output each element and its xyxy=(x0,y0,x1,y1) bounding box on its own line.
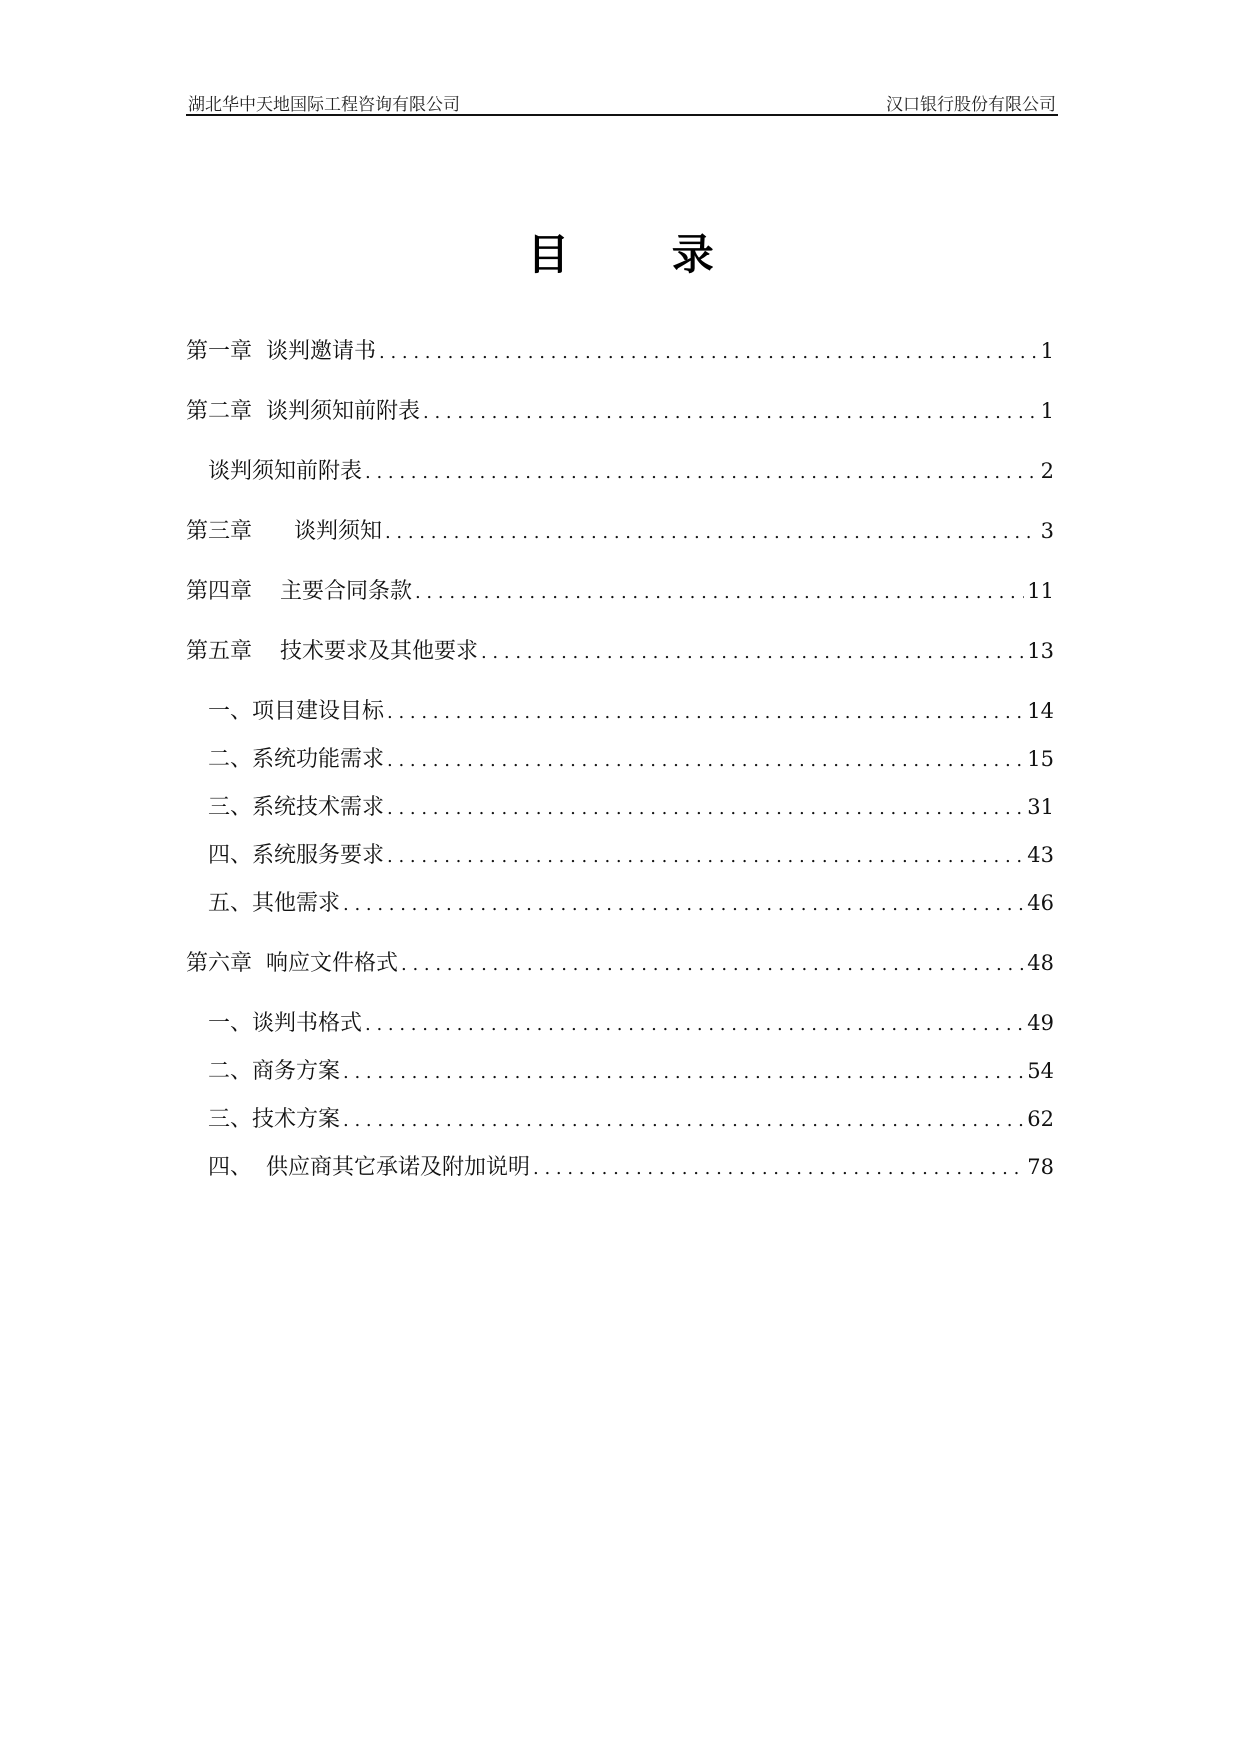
toc-entry-6-2[interactable] xyxy=(208,1056,1054,1086)
toc-leader-dots xyxy=(387,698,1024,728)
toc-page-number: 48 xyxy=(1027,951,1054,975)
toc-leader-dots xyxy=(343,890,1024,920)
toc-leader-dots xyxy=(343,1058,1024,1088)
toc-page-number: 46 xyxy=(1027,891,1054,915)
toc-page-number: 11 xyxy=(1027,579,1054,603)
toc-entry-chapter-1[interactable] xyxy=(186,336,1054,366)
toc-entry-5-5[interactable] xyxy=(208,888,1054,918)
header-right-company: 汉口银行股份有限公司 xyxy=(886,95,1056,115)
toc-leader-dots xyxy=(533,1154,1024,1184)
toc-entry-chapter-2-table[interactable] xyxy=(208,456,1054,486)
toc-page-number: 13 xyxy=(1027,639,1054,663)
toc-page-number: 62 xyxy=(1027,1107,1054,1131)
toc-entry-5-1[interactable] xyxy=(208,696,1054,726)
toc-entry-5-2[interactable] xyxy=(208,744,1054,774)
toc-leader-dots xyxy=(385,518,1038,548)
toc-entry-label: 二、系统功能需求 xyxy=(208,747,385,772)
toc-page-number: 3 xyxy=(1040,519,1054,543)
table-of-contents xyxy=(186,0,1056,1754)
toc-leader-dots xyxy=(415,578,1024,608)
toc-page-number: 78 xyxy=(1027,1155,1054,1179)
toc-leader-dots xyxy=(365,1010,1024,1040)
toc-entry-label: 三、技术方案 xyxy=(208,1107,341,1132)
toc-entry-chapter-6[interactable] xyxy=(186,948,1054,978)
toc-entry-label: 二、商务方案 xyxy=(208,1059,341,1084)
toc-entry-6-1[interactable] xyxy=(208,1008,1054,1038)
toc-leader-dots xyxy=(481,638,1024,668)
toc-entry-chapter-2[interactable] xyxy=(186,396,1054,426)
toc-leader-dots xyxy=(343,1106,1024,1136)
toc-leader-dots xyxy=(387,842,1024,872)
header-left-company: 湖北华中天地国际工程咨询有限公司 xyxy=(188,95,460,115)
toc-leader-dots xyxy=(387,794,1024,824)
toc-entry-chapter-3[interactable] xyxy=(186,516,1054,546)
toc-page-number: 15 xyxy=(1027,747,1054,771)
toc-page-number: 54 xyxy=(1027,1059,1054,1083)
toc-page-number: 31 xyxy=(1027,795,1054,819)
toc-page-number: 1 xyxy=(1040,399,1054,423)
toc-entry-label: 一、谈判书格式 xyxy=(208,1011,363,1036)
toc-page-number: 43 xyxy=(1027,843,1054,867)
toc-entry-chapter-5[interactable] xyxy=(186,636,1054,666)
toc-entry-6-4[interactable] xyxy=(208,1152,1054,1182)
toc-entry-label: 第五章 技术要求及其他要求 xyxy=(186,639,478,664)
toc-leader-dots xyxy=(379,338,1038,368)
toc-entry-label: 三、系统技术需求 xyxy=(208,795,385,820)
toc-entry-label: 四、系统服务要求 xyxy=(208,843,385,868)
toc-entry-label: 五、其他需求 xyxy=(208,891,341,916)
toc-page-number: 1 xyxy=(1040,339,1054,363)
toc-title: 目 录 xyxy=(527,230,758,279)
toc-page-number: 14 xyxy=(1027,699,1054,723)
toc-entry-label: 第六章 响应文件格式 xyxy=(186,951,398,976)
toc-entry-5-3[interactable] xyxy=(208,792,1054,822)
toc-page-number: 2 xyxy=(1040,459,1054,483)
toc-entry-chapter-4[interactable] xyxy=(186,576,1054,606)
toc-entry-6-3[interactable] xyxy=(208,1104,1054,1134)
toc-entry-label: 谈判须知前附表 xyxy=(208,459,363,484)
toc-page-number: 49 xyxy=(1027,1011,1054,1035)
toc-entry-label: 一、项目建设目标 xyxy=(208,699,385,724)
toc-entry-label: 第一章 谈判邀请书 xyxy=(186,339,376,364)
toc-leader-dots xyxy=(365,458,1038,488)
toc-entry-label: 第三章 谈判须知 xyxy=(186,519,382,544)
toc-leader-dots xyxy=(423,398,1038,428)
toc-entry-label: 第二章 谈判须知前附表 xyxy=(186,399,420,424)
toc-entry-label: 四、 供应商其它承诺及附加说明 xyxy=(208,1155,530,1180)
toc-leader-dots xyxy=(387,746,1024,776)
toc-entry-5-4[interactable] xyxy=(208,840,1054,870)
toc-leader-dots xyxy=(401,950,1024,980)
toc-entry-label: 第四章 主要合同条款 xyxy=(186,579,412,604)
